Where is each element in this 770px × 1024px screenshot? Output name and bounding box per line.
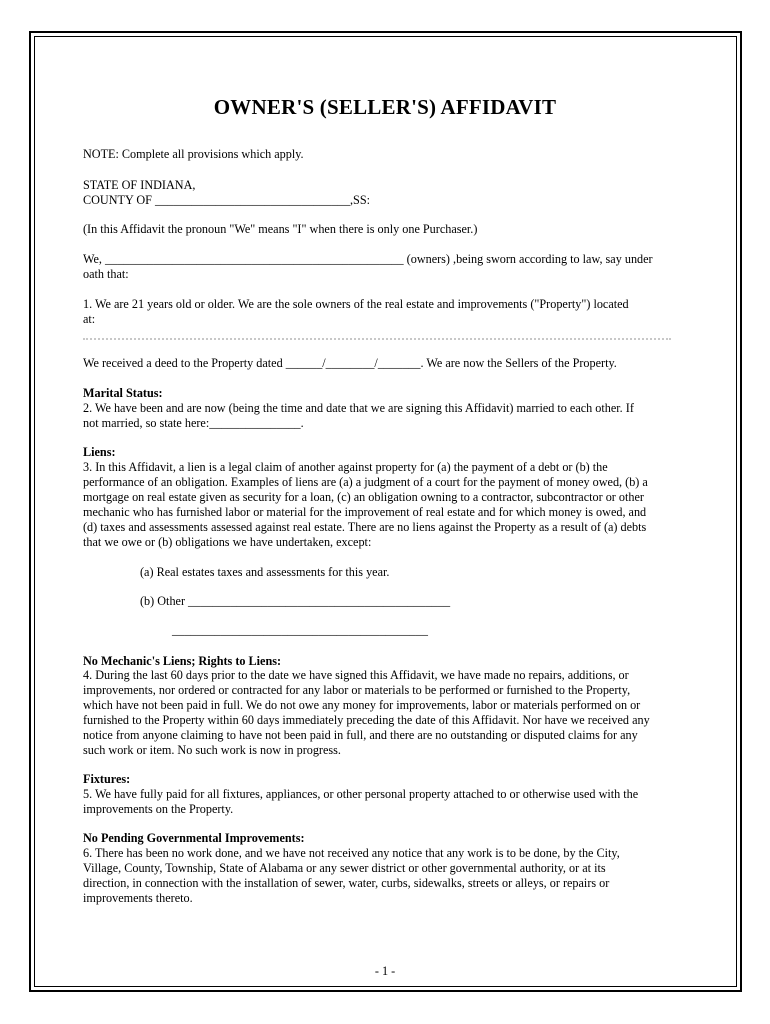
paragraph-4-line: 4. During the last 60 days prior to the date we have signed this Affidavit, we have made no repairs, additions, or: [83, 668, 629, 682]
document-title: OWNER'S (SELLER'S) AFFIDAVIT: [213, 95, 557, 119]
note-line: NOTE: Complete all provisions which apply.: [83, 147, 304, 161]
address-dotted-line: [83, 338, 671, 340]
paragraph-4-line: which have not been paid in full. We do not owe any money for improvements, labor or materials performed on or: [83, 698, 641, 712]
paragraph-6-line: direction, in connection with the installation of sewer, water, curbs, sidewalks, streets or alleys, or repairs or: [83, 876, 610, 890]
page-number: - 1 -: [374, 964, 396, 978]
lien-exception-blank-line: __________________________________________: [172, 623, 428, 637]
liens-heading: Liens:: [83, 445, 116, 459]
owners-line-2: oath that:: [83, 267, 129, 281]
paragraph-6-line: Village, County, Township, State of Alabama or any sewer district or other governmental authority, or at its: [83, 861, 606, 875]
paragraph-3-line: 3. In this Affidavit, a lien is a legal claim of another against property for (a) the payment of a debt or (b) the: [83, 460, 608, 474]
paragraph-3-line: mechanic who has furnished labor or material for the improvement of real estate and for which money is owed, and: [83, 505, 647, 519]
paragraph-3-line: performance of an obligation. Examples of liens are (a) a judgment of a court for the payment of money owed, (b) a: [83, 475, 648, 489]
paragraph-2-line-1: 2. We have been and are now (being the time and date that we are signing this Affidavit) married to each other. If: [83, 401, 634, 415]
lien-exception-b: (b) Other ___________________________________________: [140, 594, 451, 608]
fixtures-heading: Fixtures:: [83, 772, 131, 786]
governmental-improvements-heading: No Pending Governmental Improvements:: [83, 831, 305, 845]
state-line: STATE OF INDIANA,: [83, 178, 196, 192]
paragraph-3-line: that we owe or (b) obligations we have undertaken, except:: [83, 535, 372, 549]
pronoun-note: (In this Affidavit the pronoun "We" means "I" when there is only one Purchaser.): [83, 222, 478, 236]
paragraph-4-line: improvements, nor ordered or contracted for any labor or materials to be performed or furnished to the Property,: [83, 683, 631, 697]
lien-exception-a: (a) Real estates taxes and assessments for this year.: [140, 565, 390, 579]
paragraph-5-line: improvements on the Property.: [83, 802, 234, 816]
paragraph-6-line: improvements thereto.: [83, 891, 193, 905]
paragraph-3-line: (d) taxes and assessments assessed against real estate. There are no liens against the Property as a result of (a) debts: [83, 520, 647, 534]
paragraph-5-line: 5. We have fully paid for all fixtures, appliances, or other personal property attached to or otherwise used with the: [83, 787, 639, 801]
county-line: COUNTY OF ________________________________,SS:: [83, 193, 370, 207]
paragraph-1-line-1: 1. We are 21 years old or older. We are the sole owners of the real estate and improvements ("Property") located: [83, 297, 629, 311]
owners-line-1: We, _________________________________________________ (owners) ,being sworn according to law, say under: [83, 252, 653, 266]
paragraph-4-line: notice from anyone claiming to have not been paid in full, and there are no outstanding or disputed claims for any: [83, 728, 638, 742]
paragraph-2-line-2: not married, so state here:_______________.: [83, 416, 304, 430]
deed-line: We received a deed to the Property dated ______/________/_______. We are now the Sellers of the Property.: [83, 356, 617, 370]
marital-status-heading: Marital Status:: [83, 386, 163, 400]
mechanics-liens-heading: No Mechanic's Liens; Rights to Liens:: [83, 654, 282, 668]
paragraph-4-line: furnished to the Property within 60 days immediately preceding the date of this Affidavit. Nor have we received any: [83, 713, 650, 727]
paragraph-1-line-2: at:: [83, 312, 96, 326]
paragraph-3-line: mortgage on real estate given as security for a loan, (c) an obligation owning to a contractor, subcontractor or other: [83, 490, 644, 504]
paragraph-6-line: 6. There has been no work done, and we have not received any notice that any work is to be done, by the City,: [83, 846, 620, 860]
paragraph-4-line: such work or item. No such work is now in progress.: [83, 743, 341, 757]
